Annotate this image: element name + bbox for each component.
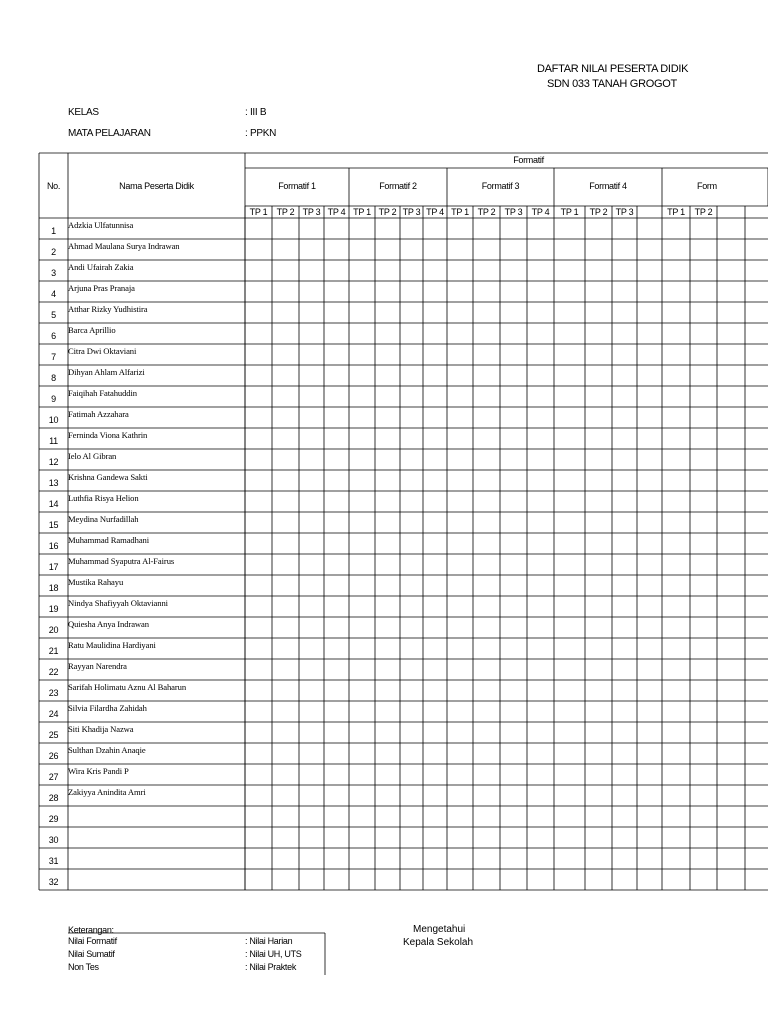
row-number: 26 (48, 751, 59, 761)
formatif-subgroup-header: Formatif 3 (481, 181, 520, 191)
row-number: 5 (51, 310, 56, 320)
student-name: Ahmad Maulana Surya Indrawan (68, 241, 180, 251)
row-number: 2 (51, 247, 56, 257)
tp-column-header: TP 2 (477, 207, 496, 217)
row-number: 20 (48, 625, 59, 635)
legend-label: Nilai Formatif (68, 936, 117, 946)
student-name: Andi Ufairah Zakia (68, 262, 134, 272)
student-name: Rayyan Narendra (68, 661, 127, 671)
formatif-subgroup-header: Formatif 4 (589, 181, 627, 191)
mapel-value: : PPKN (245, 128, 276, 139)
formatif-group-header: Formatif (513, 155, 544, 165)
student-name: Atthar Rizky Yudhistira (68, 304, 148, 314)
tp-column-header: TP 2 (589, 207, 608, 217)
student-name: Fatimah Azzahara (68, 409, 129, 419)
row-number: 12 (48, 457, 59, 467)
legend-label: Nilai Sumatif (68, 949, 115, 959)
formatif-subgroup-header: Formatif 2 (379, 181, 417, 191)
row-number: 27 (48, 772, 59, 782)
student-name: Silvia Filardha Zahidah (68, 703, 147, 713)
student-name: Zakiyya Anindita Amri (68, 787, 146, 797)
legend-value: : Nilai UH, UTS (245, 949, 302, 959)
row-number: 25 (48, 730, 59, 740)
row-number: 30 (48, 835, 59, 845)
student-name: Arjuna Pras Pranaja (68, 283, 135, 293)
student-name: Sulthan Dzahin Anaqie (68, 745, 146, 755)
row-number: 16 (48, 541, 59, 551)
school-name: SDN 033 TANAH GROGOT (547, 78, 677, 90)
tp-column-header: TP 2 (378, 207, 397, 217)
row-number: 22 (48, 667, 59, 677)
document-title: DAFTAR NILAI PESERTA DIDIK (537, 63, 689, 75)
tp-column-header: TP 1 (451, 207, 469, 217)
student-name: Dihyan Ahlam Alfarizi (68, 367, 145, 377)
row-number: 21 (48, 646, 59, 656)
tp-column-header: TP 3 (615, 207, 634, 217)
student-name: Mustika Rahayu (68, 577, 124, 587)
student-name: Quiesha Anya Indrawan (68, 619, 149, 629)
student-name: Adzkia Ulfatunnisa (68, 220, 134, 230)
row-number: 28 (48, 793, 59, 803)
row-number: 13 (48, 478, 59, 488)
kelas-label: KELAS (68, 107, 99, 118)
tp-column-header: TP 4 (531, 207, 550, 217)
row-number: 15 (48, 520, 59, 530)
row-number: 1 (51, 226, 56, 236)
kelas-value: : III B (245, 107, 267, 118)
student-name: Muhammad Ramadhani (68, 535, 150, 545)
legend-value: : Nilai Harian (245, 936, 293, 946)
row-number: 14 (48, 499, 59, 509)
student-name: Faiqihah Fatahuddin (68, 388, 137, 398)
student-name: Meydina Nurfadillah (68, 514, 139, 524)
tp-column-header: TP 2 (694, 207, 713, 217)
student-name: Muhammad Syaputra Al-Fairus (68, 556, 175, 566)
row-number: 6 (51, 331, 56, 341)
row-number: 24 (48, 709, 59, 719)
tp-column-header: TP 1 (249, 207, 268, 217)
tp-column-header: TP 3 (504, 207, 523, 217)
row-number: 3 (51, 268, 56, 278)
student-name: Ratu Maulidina Hardiyani (68, 640, 156, 650)
legend-label: Non Tes (68, 962, 99, 972)
row-number: 19 (48, 604, 59, 614)
student-name: Citra Dwi Oktaviani (68, 346, 137, 356)
row-number: 32 (48, 877, 59, 887)
tp-column-header: TP 1 (667, 207, 685, 217)
tp-column-header: TP 1 (560, 207, 579, 217)
student-name: Ferninda Viona Kathrin (68, 430, 148, 440)
tp-column-header: TP 1 (353, 207, 371, 217)
formatif-subgroup-header: Form (697, 181, 717, 191)
row-number: 4 (51, 289, 56, 299)
row-number: 9 (51, 394, 56, 404)
formatif-subgroup-header: Formatif 1 (278, 181, 316, 191)
mengetahui-text: Mengetahui (413, 924, 466, 935)
name-header: Nama Peserta Didik (119, 181, 194, 191)
tp-column-header: TP 3 (302, 207, 321, 217)
tp-column-header: TP 2 (276, 207, 295, 217)
no-header: No. (46, 181, 61, 191)
row-number: 7 (51, 352, 56, 362)
row-number: 29 (48, 814, 59, 824)
row-number: 31 (48, 856, 59, 866)
student-name: Luthfia Risya Helion (68, 493, 139, 503)
row-number: 18 (48, 583, 59, 593)
tp-column-header: TP 3 (402, 207, 421, 217)
row-number: 11 (49, 436, 58, 446)
row-number: 23 (48, 688, 59, 698)
student-name: Ielo Al Gibran (68, 451, 117, 461)
student-name: Barca Aprillio (68, 325, 116, 335)
row-number: 10 (48, 415, 59, 425)
tp-column-header: TP 4 (426, 207, 444, 217)
row-number: 17 (48, 562, 59, 572)
student-name: Nindya Shafiyyah Oktavianni (68, 598, 168, 608)
kepala-sekolah-text: Kepala Sekolah (403, 937, 474, 948)
keterangan-label: Keterangan: (68, 925, 114, 935)
student-name: Sarifah Holimatu Aznu Al Baharun (68, 682, 187, 692)
student-name: Krishna Gandewa Sakti (68, 472, 148, 482)
student-name: Wira Kris Pandi P (68, 766, 129, 776)
student-name: Siti Khadija Nazwa (68, 724, 134, 734)
mapel-label: MATA PELAJARAN (68, 128, 151, 139)
tp-column-header: TP 4 (327, 207, 346, 217)
legend-value: : Nilai Praktek (245, 962, 297, 972)
row-number: 8 (51, 373, 56, 383)
